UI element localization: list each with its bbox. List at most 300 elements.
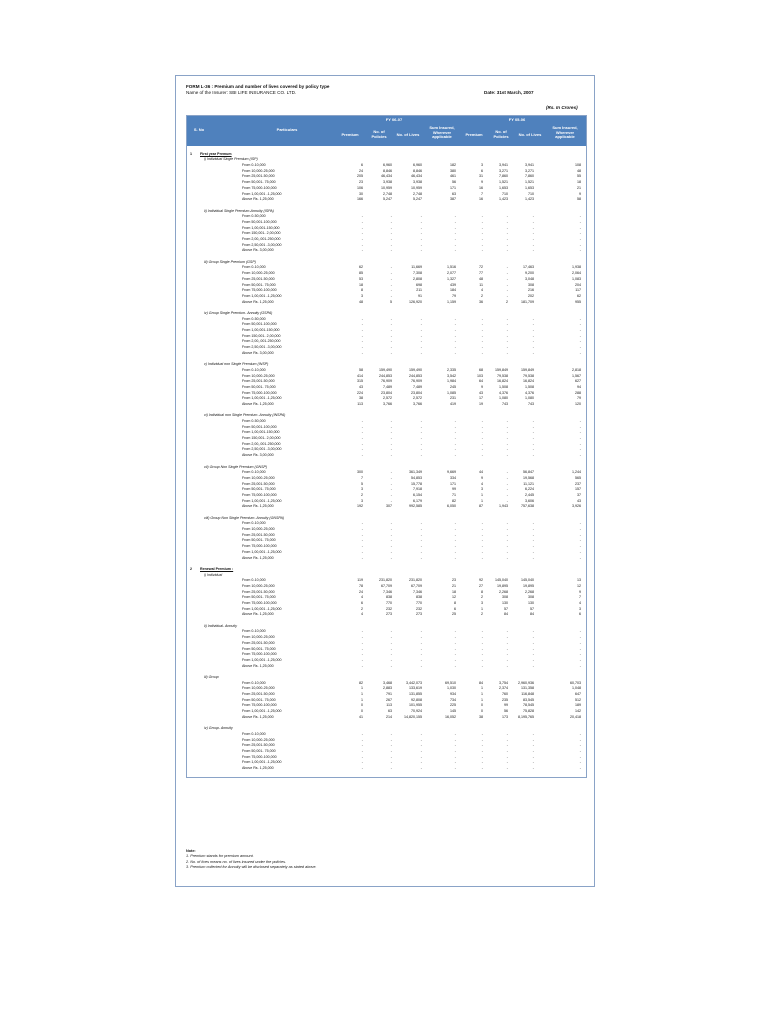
note-line: 1. Premium stands for premium amount. bbox=[186, 854, 254, 859]
cell-value: - bbox=[506, 765, 508, 770]
cell-value: - bbox=[579, 652, 581, 657]
cell-value: 12 bbox=[577, 583, 581, 588]
cell-value: 23,804 bbox=[381, 390, 392, 395]
cell-value: - bbox=[481, 663, 483, 668]
cell-value: 71 bbox=[452, 492, 456, 497]
cell-value: - bbox=[390, 549, 392, 554]
cell-value: 698 bbox=[416, 282, 422, 287]
cell-value: - bbox=[532, 743, 534, 748]
cell-value: 99 bbox=[504, 703, 508, 708]
cell-value: - bbox=[532, 663, 534, 668]
cell-value: 8 bbox=[481, 589, 483, 594]
row-label: From 0-10,000 bbox=[242, 367, 266, 372]
cell-value: 9 bbox=[579, 589, 581, 594]
row-label: From 25,001-50,000 bbox=[242, 532, 275, 537]
cell-value: 934 bbox=[450, 692, 456, 696]
cell-value: - bbox=[532, 538, 534, 543]
cell-value: - bbox=[361, 430, 363, 435]
cell-value: 64 bbox=[479, 379, 483, 384]
cell-value: - bbox=[481, 419, 483, 423]
cell-value: 82 bbox=[452, 498, 456, 503]
report-date: Date: 31st March, 2007 bbox=[484, 90, 534, 95]
cell-value: 48 bbox=[577, 168, 581, 173]
cell-value: - bbox=[390, 748, 392, 753]
row-label: From 1,00,001-150,000 bbox=[242, 328, 280, 332]
cell-value: - bbox=[420, 629, 422, 634]
cell-value: 2,808 bbox=[413, 276, 422, 281]
row-label: Above Rs. 3,00,000 bbox=[242, 248, 274, 253]
cell-value: - bbox=[420, 760, 422, 765]
cell-value: - bbox=[454, 339, 456, 344]
cell-value: 7 bbox=[481, 191, 483, 196]
row-label: From 150,001- 2,00,000 bbox=[242, 231, 281, 236]
cell-value: 192 bbox=[357, 504, 363, 509]
cell-value: - bbox=[532, 646, 534, 651]
cell-value: - bbox=[420, 663, 422, 668]
cell-value: - bbox=[361, 219, 363, 224]
subsection-title: vii) Group Non Single Premium (GNSP) bbox=[204, 464, 268, 469]
cell-value: - bbox=[390, 532, 392, 537]
cell-value: 232 bbox=[416, 606, 422, 611]
cell-value: 231,820 bbox=[379, 578, 392, 583]
cell-value: - bbox=[506, 760, 508, 765]
cell-value: 189 bbox=[575, 703, 581, 708]
cell-value: 7,860 bbox=[499, 174, 508, 179]
cell-value: - bbox=[579, 453, 581, 458]
cell-value: - bbox=[420, 748, 422, 753]
cell-value: - bbox=[506, 293, 508, 298]
cell-value: - bbox=[532, 248, 534, 253]
cell-value: 1,423 bbox=[525, 197, 534, 202]
cell-value: 72 bbox=[479, 265, 483, 270]
cell-value: - bbox=[420, 538, 422, 543]
cell-value: - bbox=[390, 470, 392, 475]
cell-value: - bbox=[532, 731, 534, 736]
cell-value: 92 bbox=[479, 578, 483, 583]
cell-value: - bbox=[579, 743, 581, 748]
cell-value: - bbox=[481, 316, 483, 321]
cell-value: - bbox=[579, 532, 581, 537]
cell-value: 2,748 bbox=[413, 191, 422, 196]
cell-value: 6,224 bbox=[525, 487, 534, 492]
section-number: 1 bbox=[190, 151, 192, 156]
cell-value: 565 bbox=[575, 475, 581, 480]
row-label: From 10,000-25,000 bbox=[242, 635, 275, 640]
cell-value: - bbox=[481, 544, 483, 549]
cell-value: - bbox=[390, 640, 392, 645]
cell-value: 77 bbox=[479, 271, 483, 276]
cell-value: - bbox=[506, 219, 508, 224]
note-line: 3. Premium collected for Annuity will be disclosed separately as stated above. bbox=[186, 865, 317, 870]
cell-value: - bbox=[579, 322, 581, 327]
cell-value: - bbox=[481, 629, 483, 634]
cell-value: 4 bbox=[481, 288, 483, 293]
cell-value: - bbox=[506, 419, 508, 423]
cell-value: 1,567 bbox=[572, 373, 581, 378]
cell-value: - bbox=[532, 640, 534, 645]
cell-value: - bbox=[506, 657, 508, 662]
cell-value: - bbox=[390, 265, 392, 270]
cell-value: 130 bbox=[528, 601, 534, 605]
table-row bbox=[187, 556, 586, 562]
cell-value: 1 bbox=[481, 697, 483, 702]
cell-value: 267 bbox=[386, 697, 392, 702]
cell-value: - bbox=[481, 242, 483, 247]
cell-value: - bbox=[532, 544, 534, 549]
cell-value: 11 bbox=[479, 282, 483, 287]
cell-value: 1,327 bbox=[447, 276, 456, 281]
cell-value: 8,195,765 bbox=[518, 714, 534, 719]
cell-value: - bbox=[420, 316, 422, 321]
cell-value: - bbox=[390, 339, 392, 344]
cell-value: - bbox=[532, 549, 534, 554]
row-label: From 10,000-25,000 bbox=[242, 686, 275, 691]
cell-value: 757,638 bbox=[521, 504, 534, 509]
note-line: 2. No. of lives means no. of lives insured under the policies. bbox=[186, 859, 287, 864]
cell-value: - bbox=[579, 663, 581, 668]
cell-value: - bbox=[420, 527, 422, 532]
cell-value: 232 bbox=[386, 606, 392, 611]
cell-value: 166 bbox=[357, 197, 363, 202]
cell-value: 1,030 bbox=[447, 686, 456, 691]
cell-value: - bbox=[579, 629, 581, 634]
cell-value: - bbox=[454, 430, 456, 435]
row-label: From 0-10,000 bbox=[242, 578, 266, 583]
cell-value: - bbox=[481, 237, 483, 241]
cell-value: - bbox=[390, 242, 392, 247]
cell-value: 19,895 bbox=[523, 583, 534, 588]
cell-value: - bbox=[454, 333, 456, 338]
cell-value: - bbox=[506, 470, 508, 475]
cell-value: 38 bbox=[359, 396, 363, 401]
cell-value: - bbox=[532, 657, 534, 662]
row-label: From 0-50,000 bbox=[242, 316, 266, 321]
cell-value: - bbox=[532, 527, 534, 532]
cell-value: 9 bbox=[481, 384, 483, 389]
cell-value: - bbox=[506, 646, 508, 651]
cell-value: - bbox=[579, 441, 581, 446]
cell-value: - bbox=[390, 765, 392, 770]
cell-value: 181,709 bbox=[521, 299, 534, 304]
row-label: From 10,000-25,000 bbox=[242, 527, 275, 532]
cell-value: - bbox=[454, 350, 456, 355]
row-label: From 1,00,001 -1,25,000 bbox=[242, 498, 282, 503]
cell-value: 0 bbox=[361, 709, 363, 714]
section-number: 2 bbox=[190, 566, 192, 571]
row-label: From 75,000-100,000 bbox=[242, 288, 277, 293]
cell-value: - bbox=[361, 214, 363, 219]
cell-value: 7,346 bbox=[413, 589, 422, 594]
cell-value: - bbox=[361, 748, 363, 753]
cell-value: 439 bbox=[450, 282, 456, 287]
cell-value: - bbox=[390, 743, 392, 748]
cell-value: 68 bbox=[479, 367, 483, 372]
cell-value: 16 bbox=[479, 197, 483, 202]
cell-value: 142 bbox=[575, 709, 581, 714]
cell-value: 791 bbox=[386, 692, 392, 696]
cell-value: - bbox=[481, 339, 483, 344]
cell-value: - bbox=[481, 447, 483, 452]
cell-value: 5,247 bbox=[413, 197, 422, 202]
cell-value: - bbox=[579, 339, 581, 344]
cell-value: 273 bbox=[416, 612, 422, 617]
cell-value: 3,048 bbox=[525, 276, 534, 281]
cell-value: - bbox=[506, 475, 508, 480]
cell-value: 743 bbox=[502, 401, 508, 406]
cell-value: - bbox=[390, 737, 392, 742]
subsection-title: ii) Individual- Annuity bbox=[204, 623, 238, 628]
cell-value: - bbox=[454, 635, 456, 640]
cell-value: - bbox=[532, 242, 534, 247]
table-row bbox=[187, 248, 586, 254]
cell-value: 2,077 bbox=[447, 271, 456, 276]
cell-value: 41 bbox=[359, 714, 363, 719]
row-label: From 1,00,001 -1,25,000 bbox=[242, 657, 282, 662]
cell-value: 43 bbox=[479, 390, 483, 395]
row-label: From 150,001- 2,00,000 bbox=[242, 436, 281, 441]
cell-value: - bbox=[390, 635, 392, 640]
cell-value: 1 bbox=[361, 692, 363, 696]
cell-value: - bbox=[390, 214, 392, 219]
row-label: Above Rs. 1,25,000 bbox=[242, 663, 274, 668]
cell-value: - bbox=[361, 640, 363, 645]
cell-value: - bbox=[506, 265, 508, 270]
cell-value: - bbox=[506, 754, 508, 759]
cell-value: 461 bbox=[450, 174, 456, 179]
cell-value: 6,050 bbox=[447, 504, 456, 509]
cell-value: - bbox=[454, 743, 456, 748]
cell-value: - bbox=[390, 441, 392, 446]
cell-value: - bbox=[390, 328, 392, 332]
row-label: From 25,001-50,000 bbox=[242, 276, 275, 281]
cell-value: 1,508 bbox=[525, 384, 534, 389]
cell-value: 1,080 bbox=[525, 396, 534, 401]
cell-value: 334 bbox=[450, 475, 456, 480]
sno-header: S. No bbox=[193, 127, 205, 132]
table-row bbox=[187, 664, 586, 670]
cell-value: - bbox=[579, 333, 581, 338]
cell-value: - bbox=[506, 271, 508, 276]
cell-value: - bbox=[532, 214, 534, 219]
cell-value: - bbox=[361, 231, 363, 236]
cell-value: 18 bbox=[577, 180, 581, 185]
cell-value: - bbox=[579, 731, 581, 736]
cell-value: - bbox=[454, 225, 456, 230]
cell-value: 7,346 bbox=[383, 589, 392, 594]
cell-value: - bbox=[361, 544, 363, 549]
cell-value: 20,418 bbox=[570, 714, 581, 719]
cell-value: - bbox=[361, 635, 363, 640]
cell-value: - bbox=[579, 219, 581, 224]
cell-value: - bbox=[579, 640, 581, 645]
cell-value: 8,846 bbox=[383, 168, 392, 173]
cell-value: - bbox=[390, 481, 392, 486]
cell-value: 9,200 bbox=[525, 271, 534, 276]
row-label: Above Rs. 1,25,000 bbox=[242, 765, 274, 770]
cell-value: 10,959 bbox=[411, 185, 422, 190]
cell-value: - bbox=[481, 527, 483, 532]
cell-value: - bbox=[361, 424, 363, 429]
cell-value: 1,423 bbox=[499, 197, 508, 202]
cell-value: 67,709 bbox=[381, 583, 392, 588]
cell-value: 3,938 bbox=[413, 180, 422, 185]
cell-value: - bbox=[390, 527, 392, 532]
cell-value: - bbox=[454, 737, 456, 742]
cell-value: - bbox=[420, 430, 422, 435]
premium-table bbox=[186, 115, 587, 778]
cell-value: - bbox=[454, 527, 456, 532]
row-label: From 50,001- 75,000 bbox=[242, 487, 276, 492]
cell-value: - bbox=[506, 743, 508, 748]
cell-value: 133,619 bbox=[409, 686, 422, 691]
cell-value: - bbox=[579, 419, 581, 423]
cell-value: - bbox=[390, 237, 392, 241]
table-body bbox=[187, 146, 586, 777]
cell-value: 3,766 bbox=[383, 401, 392, 406]
cell-value: - bbox=[579, 760, 581, 765]
row-label: From 0-10,000 bbox=[242, 680, 266, 685]
cell-value: - bbox=[481, 328, 483, 332]
cell-value: 245 bbox=[450, 384, 456, 389]
cell-value: - bbox=[420, 345, 422, 350]
cell-value: 78,545 bbox=[523, 703, 534, 708]
cell-value: 3,754 bbox=[499, 680, 508, 685]
cell-value: 1,521 bbox=[499, 180, 508, 185]
cell-value: 2,064 bbox=[572, 271, 581, 276]
cell-value: 145,040 bbox=[521, 578, 534, 583]
row-label: From 2,50,001 -3,00,000 bbox=[242, 242, 282, 247]
cell-value: - bbox=[579, 214, 581, 219]
cell-value: - bbox=[481, 322, 483, 327]
cell-value: 710 bbox=[528, 191, 534, 196]
cell-value: 24 bbox=[359, 168, 363, 173]
cell-value: 3,941 bbox=[525, 163, 534, 168]
cell-value: - bbox=[579, 436, 581, 441]
row-label: From 1,00,001 -1,25,000 bbox=[242, 293, 282, 298]
cell-value: 159,849 bbox=[495, 367, 508, 372]
lives-b-header: No. of Lives bbox=[518, 132, 542, 137]
cell-value: - bbox=[532, 225, 534, 230]
cell-value: 2,572 bbox=[383, 396, 392, 401]
row-label: From 10,000-25,000 bbox=[242, 583, 275, 588]
cell-value: 387 bbox=[450, 197, 456, 202]
row-label: From 75,000-100,000 bbox=[242, 652, 277, 657]
cell-value: 76,909 bbox=[381, 379, 392, 384]
cell-value: 103 bbox=[477, 373, 483, 378]
cell-value: 7,918 bbox=[413, 487, 422, 492]
cell-value: 992,585 bbox=[409, 504, 422, 509]
cell-value: 3 bbox=[361, 498, 363, 503]
cell-value: - bbox=[390, 487, 392, 492]
cell-value: 83,545 bbox=[523, 697, 534, 702]
cell-value: - bbox=[532, 237, 534, 241]
cell-value: 315 bbox=[357, 379, 363, 384]
cell-value: - bbox=[506, 231, 508, 236]
cell-value: 43 bbox=[359, 384, 363, 389]
cell-value: - bbox=[390, 663, 392, 668]
cell-value: 734 bbox=[450, 697, 456, 702]
cell-value: - bbox=[361, 419, 363, 423]
cell-value: 7,489 bbox=[413, 384, 422, 389]
cell-value: 3 bbox=[361, 487, 363, 492]
cell-value: 63 bbox=[388, 709, 392, 714]
cell-value: 3,468 bbox=[383, 680, 392, 685]
notes bbox=[186, 849, 317, 871]
row-label: From 0-10,000 bbox=[242, 470, 266, 475]
cell-value: - bbox=[361, 538, 363, 543]
row-label: From 1,00,001 -1,25,000 bbox=[242, 760, 282, 765]
cell-value: - bbox=[454, 544, 456, 549]
row-label: From 10,000-25,000 bbox=[242, 373, 275, 378]
cell-value: 1,516 bbox=[447, 265, 456, 270]
cell-value: - bbox=[454, 453, 456, 458]
cell-value: - bbox=[481, 640, 483, 645]
cell-value: - bbox=[390, 430, 392, 435]
cell-value: 11,669 bbox=[411, 265, 422, 270]
cell-value: 3,938 bbox=[383, 180, 392, 185]
cell-value: - bbox=[506, 441, 508, 446]
row-label: Above Rs. 1,25,000 bbox=[242, 555, 274, 560]
cell-value: - bbox=[532, 765, 534, 770]
row-label: From 50,001- 75,000 bbox=[242, 748, 276, 753]
cell-value: 16,052 bbox=[445, 714, 456, 719]
cell-value: 414 bbox=[357, 373, 363, 378]
cell-value: 23 bbox=[452, 578, 456, 583]
row-label: From 2,00,,001-250,000 bbox=[242, 339, 281, 344]
cell-value: - bbox=[481, 743, 483, 748]
cell-value: 307 bbox=[386, 504, 392, 509]
cell-value: 6 bbox=[579, 612, 581, 617]
cell-value: - bbox=[420, 248, 422, 253]
cell-value: 38 bbox=[479, 714, 483, 719]
cell-value: 84 bbox=[530, 612, 534, 617]
cell-value: - bbox=[390, 333, 392, 338]
cell-value: 15,778 bbox=[411, 481, 422, 486]
cell-value: - bbox=[481, 549, 483, 554]
cell-value: - bbox=[454, 663, 456, 668]
row-label: From 1,00,001 -1,25,000 bbox=[242, 396, 282, 401]
cell-value: - bbox=[481, 652, 483, 657]
row-label: From 10,000-25,000 bbox=[242, 737, 275, 742]
cell-value: 6,960 bbox=[383, 163, 392, 168]
cell-value: 237 bbox=[575, 481, 581, 486]
cell-value: - bbox=[454, 532, 456, 537]
row-label: From 1,00,001-150,000 bbox=[242, 430, 280, 435]
cell-value: 58 bbox=[577, 197, 581, 202]
cell-value: - bbox=[506, 276, 508, 281]
cell-value: - bbox=[390, 248, 392, 253]
cell-value: - bbox=[361, 447, 363, 452]
cell-value: - bbox=[506, 248, 508, 253]
cell-value: - bbox=[532, 532, 534, 537]
cell-value: - bbox=[532, 322, 534, 327]
cell-value: - bbox=[454, 754, 456, 759]
cell-value: - bbox=[390, 322, 392, 327]
cell-value: - bbox=[420, 322, 422, 327]
cell-value: - bbox=[420, 219, 422, 224]
cell-value: - bbox=[420, 532, 422, 537]
cell-value: - bbox=[390, 521, 392, 526]
cell-value: - bbox=[481, 248, 483, 253]
cell-value: - bbox=[361, 441, 363, 446]
cell-value: - bbox=[579, 737, 581, 742]
cell-value: 92,808 bbox=[411, 697, 422, 702]
cell-value: 231,820 bbox=[409, 578, 422, 583]
row-label: Above Rs. 1,25,000 bbox=[242, 612, 274, 617]
row-label: From 0-10,000 bbox=[242, 521, 266, 526]
cell-value: - bbox=[481, 214, 483, 219]
cell-value: - bbox=[390, 538, 392, 543]
